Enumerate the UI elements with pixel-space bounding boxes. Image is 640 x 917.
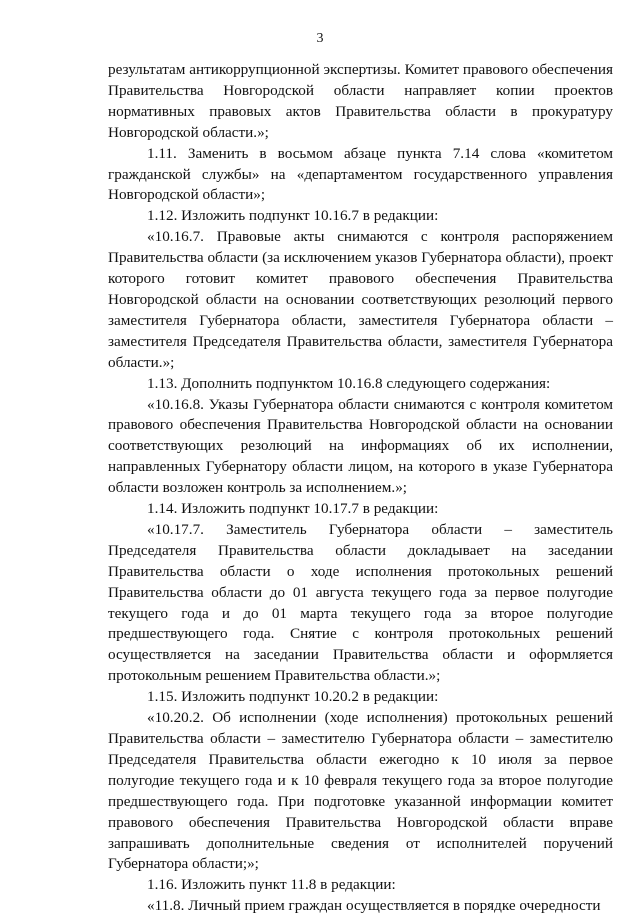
paragraph-item-1-16: 1.16. Изложить пункт 11.8 в редакции: xyxy=(147,876,396,894)
paragraph-item-1-12: 1.12. Изложить подпункт 10.16.7 в редакции: xyxy=(147,207,439,225)
paragraph-quote-10-17-7: «10.17.7. Заместитель Губернатора области – заместитель Председателя Правительства области докладывает на заседании Правительства области о ходе исполнения протокольных решений Правительства области до 01 августа текущего года за первое полугодие текущего года и до 01 марта текущего года за второе полугодие предшествующего года. Снятие с контроля протокольных решений осуществляется на заседании Правительства области и оформляется протокольным решением Правительства области.»; xyxy=(108,520,613,685)
paragraph-continuation: результатам антикоррупционной экспертизы. Комитет правового обеспечения Правительства Новгородской области направляет копии проектов нормативных правовых актов Правительства области в прокуратуру Новгородской области.»; xyxy=(108,61,613,141)
document-body xyxy=(108,60,613,917)
paragraph-quote-11-8: «11.8. Личный прием граждан осуществляется в порядке очередности xyxy=(147,897,601,915)
paragraph-item-1-13: 1.13. Дополнить подпунктом 10.16.8 следующего содержания: xyxy=(147,374,551,392)
paragraph-item-1-11: 1.11. Заменить в восьмом абзаце пункта 7.14 слова «комитетом гражданской службы» на «департаментом государственного управления Новгородской области»; xyxy=(108,144,613,204)
page-number: 3 xyxy=(316,31,324,46)
paragraph-quote-10-20-2: «10.20.2. Об исполнении (ходе исполнения) протокольных решений Правительства области – заместителю Губернатора области – заместителю Председателя Правительства области ежегодно к 10 июля за первое полугодие текущего года и к 10 февраля текущего года за второе полугодие предшествующего года. При подготовке указанной информации комитет правового обеспечения Правительства Новгородской области вправе запрашивать дополнительные сведения от исполнителей поручений Губернатора области;»; xyxy=(108,709,613,873)
paragraph-quote-10-16-8: «10.16.8. Указы Губернатора области снимаются с контроля комитетом правового обеспечения Правительства Новгородской области на основании соответствующих резолюций на информациях об их исполнении, направленных Губернатору области лицом, на которого в указе Губернатора области возложен контроль за исполнением.»; xyxy=(108,395,613,497)
paragraph-item-1-15: 1.15. Изложить подпункт 10.20.2 в редакции: xyxy=(147,688,439,706)
paragraph-item-1-14: 1.14. Изложить подпункт 10.17.7 в редакции: xyxy=(147,500,439,518)
paragraph-quote-10-16-7: «10.16.7. Правовые акты снимаются с контроля распоряжением Правительства области (за исключением указов Губернатора области), проект которого готовит комитет правового обеспечения Правительства Новгородской области на основании соответствующих резолюций первого заместителя Губернатора области, заместителя Губернатора области – заместителя Председателя Правительства области, заместителя Губернатора области.»; xyxy=(108,228,613,371)
